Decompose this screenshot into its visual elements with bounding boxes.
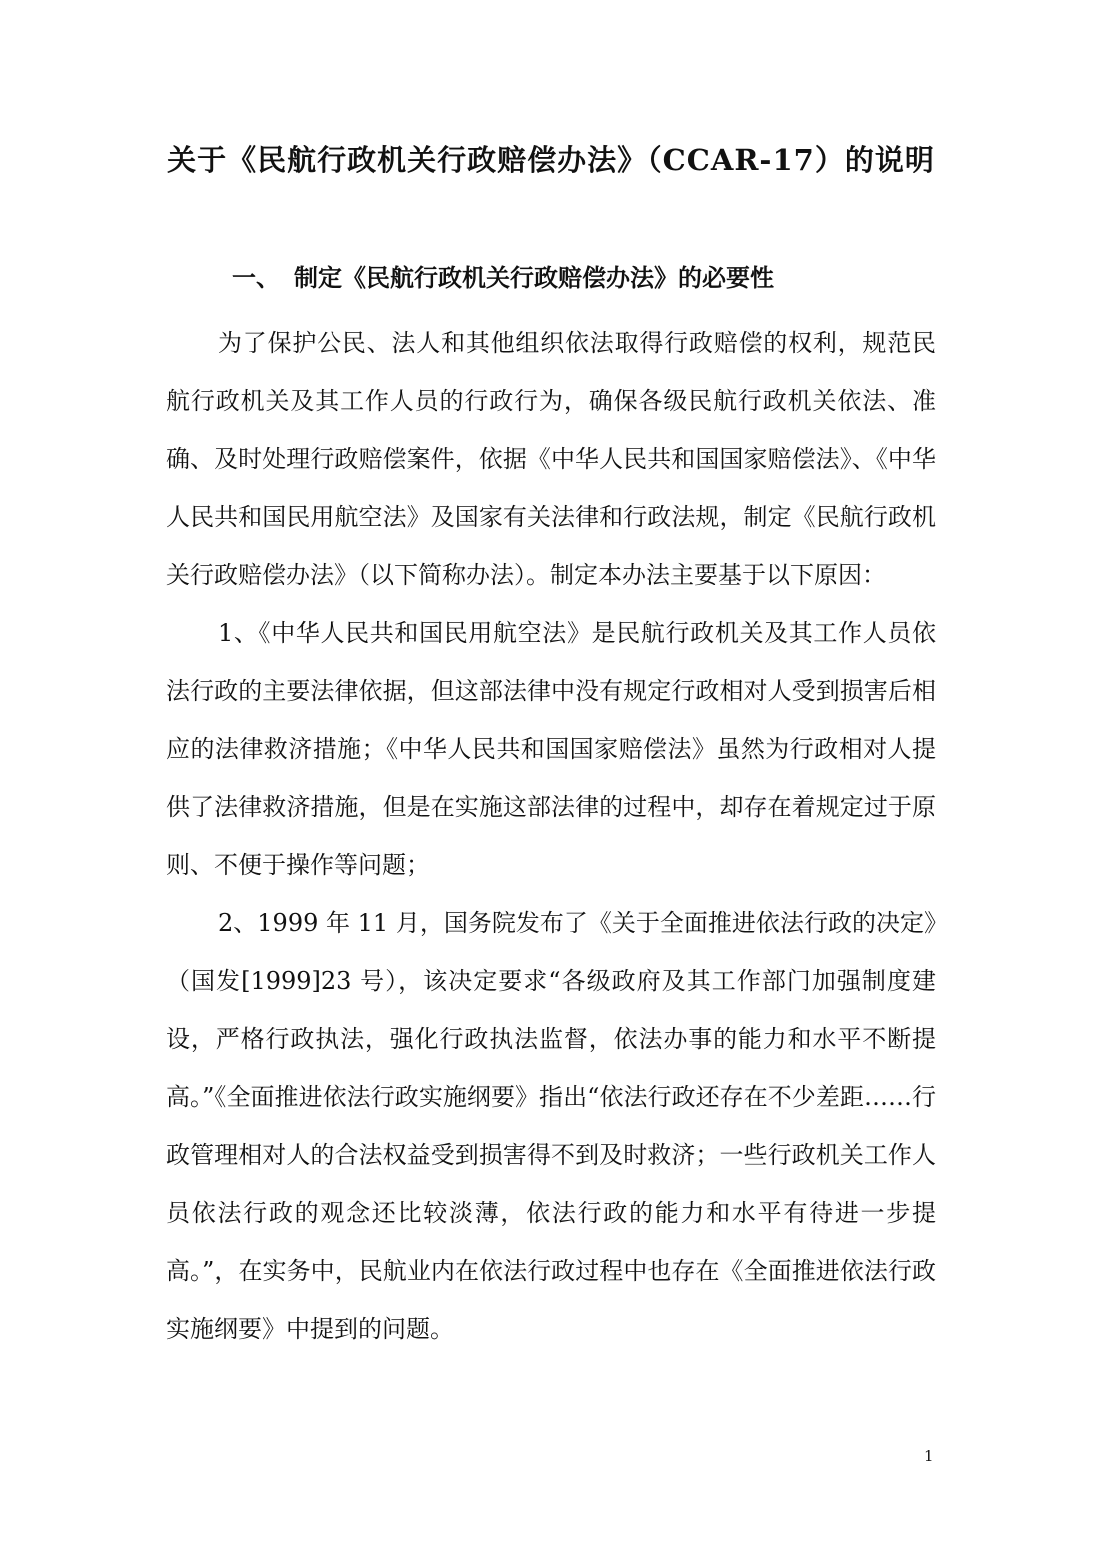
paragraph-reason-1: 1、《中华人民共和国民用航空法》是民航行政机关及其工作人员依法行政的主要法律依据，但这部法律中没有规定行政相对人受到损害后相应的法律救济措施；《中华人民共和国国家赔偿法》虽然为行政相对人提供了法律救济措施，但是在实施这部法律的过程中，却存在着规定过于原则、不便于操作等问题； [166, 619, 936, 879]
section-number: 一、 [232, 263, 280, 292]
paragraph-reason-2: 2、1999 年 11 月，国务院发布了《关于全面推进依法行政的决定》（国发[1999]23 号），该决定要求“各级政府及其工作部门加强制度建设，严格行政执法，强化行政执法监督，依法办事的能力和水平不断提高。”《全面推进依法行政实施纲要》指出“依法行政还存在不少差距……行政管理相对人的合法权益受到损害得不到及时救济；一些行政机关工作人员依法行政的观念还比较淡薄，依法行政的能力和水平有待进一步提高。”，在实务中，民航业内在依法行政过程中也存在《全面推进依法行政实施纲要》中提到的问题。 [166, 909, 936, 1343]
paragraph-intro: 为了保护公民、法人和其他组织依法取得行政赔偿的权利，规范民航行政机关及其工作人员的行政行为，确保各级民航行政机关依法、准确、及时处理行政赔偿案件，依据《中华人民共和国国家赔偿法》、《中华人民共和国民用航空法》及国家有关法律和行政法规，制定《民航行政机关行政赔偿办法》（以下简称办法）。制定本办法主要基于以下原因： [166, 329, 936, 589]
page-number: 1 [924, 1447, 934, 1465]
document-title: 关于《民航行政机关行政赔偿办法》（CCAR-17）的说明 [167, 143, 935, 177]
section-heading-text: 制定《民航行政机关行政赔偿办法》的必要性 [294, 263, 774, 292]
section-heading [232, 258, 774, 298]
document-body [166, 314, 936, 1358]
